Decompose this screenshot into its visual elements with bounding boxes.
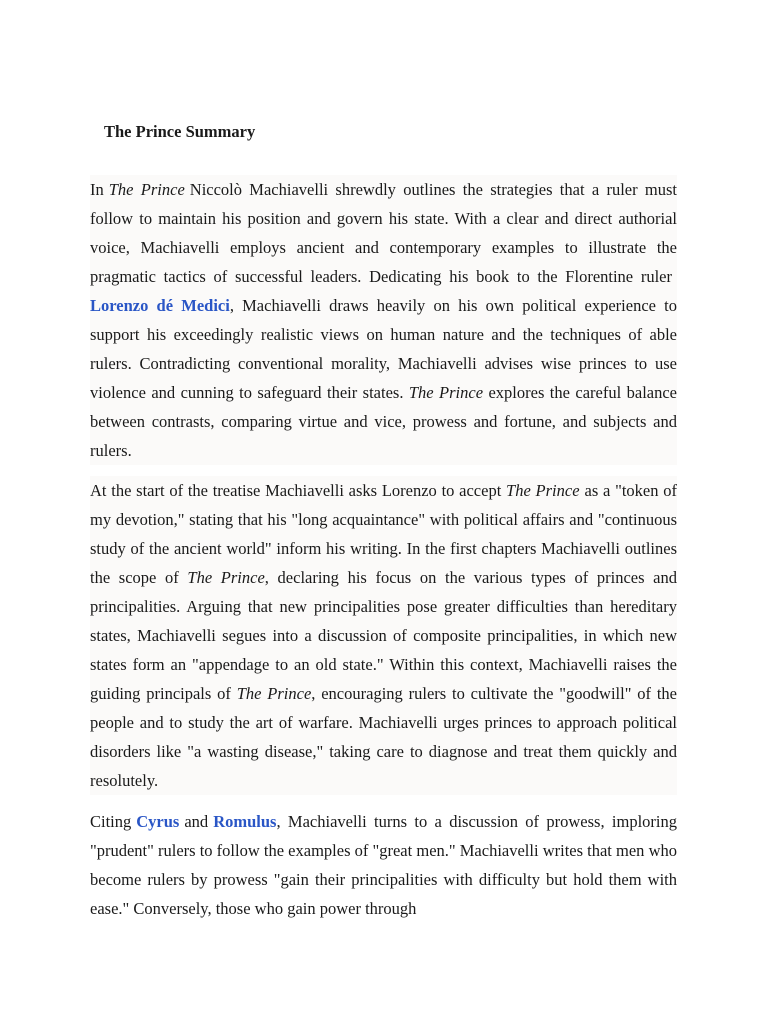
italic-title-run: The Prince (108, 180, 185, 199)
link-romulus[interactable]: Romulus (213, 812, 277, 831)
italic-title-run: The Prince (187, 568, 265, 587)
text-run: , encouraging rulers to cultivate the "goodwill" of the people and to study the art of warfare. Machiavelli urges princes to approach political disorders like "a wasting disease," taking care to diagnose and treat them quickly and resolutely. (90, 684, 677, 790)
link-cyrus[interactable]: Cyrus (136, 812, 180, 831)
text-run: Niccolò Machiavelli shrewdly outlines the strategies that a ruler must follow to maintain his position and govern his state. With a clear and direct authorial voice, Machiavelli employs ancient and contemporary examples to illustrate the pragmatic tactics of successful leaders. Dedicating his book to the Florentine ruler (90, 180, 677, 286)
italic-title-run: The Prince (236, 684, 312, 703)
paragraph-prowess (90, 807, 677, 923)
italic-title-run: The Prince (408, 383, 484, 402)
italic-title-run: The Prince (506, 481, 580, 500)
text-run: and (184, 812, 209, 831)
document-title: The Prince Summary (104, 122, 256, 141)
text-run: , Machiavelli turns to a discussion of prowess, imploring "prudent" rulers to follow the examples of "great men." Machiavelli writes that men who become rulers by prowess "gain their principalities with difficulty but hold them with ease." Conversely, those who gain power through (90, 812, 677, 918)
link-lorenzo-de-medici[interactable]: Lorenzo dé Medici (90, 296, 230, 315)
text-run: explores the careful balance between contrasts, comparing virtue and vice, prowess and fortune, and subjects and rulers. (90, 383, 677, 460)
text-run: Citing (90, 812, 132, 831)
paragraph-intro (90, 175, 677, 465)
text-run: At the start of the treatise Machiavelli asks Lorenzo to accept (90, 481, 507, 500)
text-run: , declaring his focus on the various types of princes and principalities. Arguing that new principalities pose greater difficulties than hereditary states, Machiavelli segues into a discussion of composite principalities, in which new states form an "appendage to an old state." Within this context, Machiavelli raises the guiding principals of (90, 568, 677, 703)
text-run: as a "token of my devotion," stating that his "long acquaintance" with political affairs and "continuous study of the ancient world" inform his writing. In the first chapters Machiavelli outlines the scope of (90, 481, 677, 587)
text-run: , Machiavelli draws heavily on his own political experience to support his exceedingly realistic views on human nature and the techniques of able rulers. Contradicting conventional morality, Machiavelli advises wise princes to use violence and cunning to safeguard their states. (90, 296, 677, 402)
paragraph-treatise-start (90, 476, 677, 795)
text-run: In (90, 180, 104, 199)
